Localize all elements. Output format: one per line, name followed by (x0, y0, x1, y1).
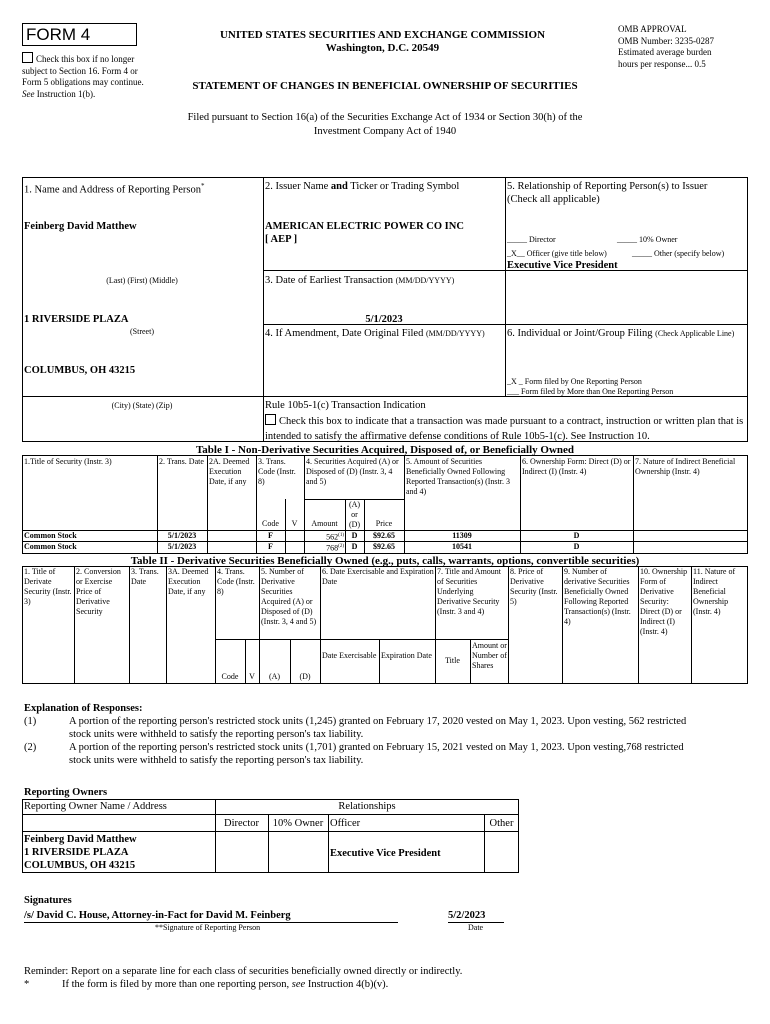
t2-h6: 6. Date Exercisable and Expiration Date (322, 567, 434, 586)
t1-h2a: 2A. Deemed Execution Date, if any (209, 457, 250, 486)
row1-owned: 11309 (452, 531, 472, 540)
t2-h11: 11. Nature of Indirect Beneficial Ownership (Instr. 4) (693, 567, 736, 616)
divider (691, 566, 692, 684)
label-relationship: 5. Relationship of Reporting Person(s) to Issuer (Check all applicable) (507, 181, 708, 205)
row2-ad: D (351, 542, 358, 551)
divider (470, 639, 471, 684)
t2-sub-code: Code (221, 672, 239, 681)
divider (508, 566, 509, 684)
divider (263, 177, 264, 442)
divider (505, 177, 506, 396)
row2-date: 5/1/2023 (167, 542, 197, 551)
explanation-1-line1: A portion of the reporting person's restricted stock units (1,245) granted on February 17, 2020 vested on May 1, 2023. Upon vesting, 562 restricted (69, 716, 687, 727)
no-longer-subject-checkbox[interactable] (22, 52, 33, 63)
owners-title: Reporting Owners (24, 787, 108, 798)
t1-sub-code: Code (262, 519, 279, 528)
t2-h5: 5. Number of Derivative Securities Acquired (A) or Disposed of (D) (Instr. 3, 4 and 5) (261, 567, 317, 626)
owners-col-name: Reporting Owner Name / Address (24, 801, 167, 812)
table2-title: Table II - Derivative Securities Beneficially Owned (e.g., puts, calls, warrants, options, convertible securities) (130, 555, 640, 567)
more-person-option[interactable]: ___ Form filed by More than One Reporting Person (507, 387, 674, 396)
one-person-option[interactable]: _X _ Form filed by One Reporting Person (507, 377, 642, 386)
t2-h1: 1. Title of Derivate Security (Instr. 3) (24, 567, 72, 606)
owner-officer-value: Executive Vice President (330, 848, 441, 859)
omb-number: OMB Number: 3235-0287 (618, 35, 714, 46)
omb-block (618, 24, 768, 70)
t2-sub-exp: Expiration Date (381, 651, 432, 660)
divider (166, 566, 167, 684)
reminder-text: Reminder: Report on a separate line for each class of securities beneficially owned directly or indirectly. (24, 966, 463, 977)
reporting-name: Feinberg David Matthew (24, 221, 137, 232)
divider (129, 566, 130, 684)
label-amendment: 4. If Amendment, Date Original Filed (MM/DD/YYYY) (265, 328, 485, 339)
label-group-filing: 6. Individual or Joint/Group Filing (Check Applicable Line) (507, 328, 735, 339)
other-option[interactable]: _____ Other (specify below) (632, 249, 725, 258)
row2-form: D (573, 542, 580, 551)
omb-burden-1: Estimated average burden (618, 47, 712, 57)
owner-name-line2: 1 RIVERSIDE PLAZA (24, 847, 129, 858)
t1-h3: 3. Trans. Code (Instr. 8) (258, 457, 296, 486)
earliest-date: 5/1/2023 (365, 314, 403, 325)
t1-h2: 2. Trans. Date (159, 457, 204, 466)
label-earliest-date: 3. Date of Earliest Transaction (MM/DD/YYYY) (265, 275, 455, 286)
row1-code: F (268, 531, 273, 540)
officer-title: Executive Vice President (507, 260, 618, 271)
rule-text-block: Check this box to indicate that a transaction was made pursuant to a contract, instruction or written plan that is intended to satisfy the affirmative defense conditions of Rule 10b5-1(c). See Instruction 10. (265, 416, 744, 442)
t2-h3a: 3A. Deemed Execution Date, if any (168, 567, 209, 596)
filed-pursuant-2: Investment Company Act of 1940 (313, 126, 457, 137)
t1-h5: 5. Amount of Securities Beneficially Owned Following Reported Transaction(s) (Instr. 3 and 4) (406, 457, 510, 496)
divider (320, 566, 321, 684)
t2-h9: 9. Number of derivative Securities Beneficially Owned Following Reported Transaction(s) (Instr. 4) (564, 567, 631, 626)
t1-sub-price: Price (375, 519, 393, 528)
divider (259, 566, 260, 684)
row1-price: $92.65 (373, 531, 395, 540)
rule-title: Rule 10b5-1(c) Transaction Indication (265, 400, 426, 411)
ten-percent-option[interactable]: _____ 10% Owner (617, 235, 678, 244)
reporting-street: 1 RIVERSIDE PLAZA (24, 314, 129, 325)
owner-name-line3: COLUMBUS, OH 43215 (24, 860, 136, 871)
t1-h1: 1.Title of Security (Instr. 3) (24, 457, 112, 466)
row1-date: 5/1/2023 (167, 531, 197, 540)
t1-sub-amount: Amount (311, 519, 338, 528)
divider (74, 566, 75, 684)
t2-h8: 8. Price of Derivative Security (Instr. 5) (510, 567, 558, 606)
no-longer-subject-checkbox-text: Check this box if no longer subject to Section 16. Form 4 or Form 5 obligations may continue. See Instruction 1(b). (22, 54, 144, 99)
row1-ad: D (351, 531, 358, 540)
owners-col-officer: Officer (330, 818, 361, 829)
t2-h7: 7. Title and Amount of Securities Underlying Derivative Security (Instr. 3 and 4) (437, 567, 502, 616)
divider (562, 566, 563, 684)
t2-sub-a: (A) (268, 672, 281, 681)
owners-col-ten: 10% Owner (272, 818, 324, 829)
t2-sub-amount: Amount or Number of Shares (472, 641, 507, 670)
reporting-city: COLUMBUS, OH 43215 (24, 365, 136, 376)
form-title: FORM 4 (26, 25, 91, 44)
t2-h10: 10. Ownership Form of Derivative Security: Direct (D) or Indirect (I) (Instr. 4) (640, 567, 688, 636)
divider (215, 566, 216, 684)
row1-title: Common Stock (24, 531, 77, 540)
divider (638, 566, 639, 684)
explanation-2-line1: A portion of the reporting person's restricted stock units (1,701) granted on February 15, 2021 vested on May 1, 2023. Upon vesting,768 restricted (69, 742, 684, 753)
owners-col-rel: Relationships (338, 801, 396, 812)
explanation-1-line2: stock units were withheld to satisfy the reporting person's tax liability. (69, 729, 364, 740)
label-issuer: 2. Issuer Name and Ticker or Trading Symbol (265, 181, 460, 192)
t2-sub-v: V (249, 672, 255, 681)
t1-h6: 6. Ownership Form: Direct (D) or Indirect (I) (Instr. 4) (522, 457, 631, 476)
row2-title: Common Stock (24, 542, 77, 551)
owners-col-director: Director (224, 818, 259, 829)
issuer-ticker: [ AEP ] (265, 234, 298, 245)
t1-sub-v: V (291, 519, 298, 528)
divider (379, 639, 380, 684)
row2-amount: 768$^{(2)}$ (326, 543, 344, 553)
row2-price: $92.65 (373, 542, 395, 551)
owner-name-line1: Feinberg David Matthew (24, 834, 137, 845)
last-first-middle-label: (Last) (First) (Middle) (106, 276, 178, 285)
city-state-zip-label: (City) (State) (Zip) (111, 401, 173, 410)
agency-line-2: Washington, D.C. 20549 (325, 42, 440, 54)
street-label: (Street) (130, 327, 154, 336)
t2-h3: 3. Trans. Date (131, 567, 159, 586)
omb-approval: OMB APPROVAL (618, 24, 687, 34)
divider (22, 831, 519, 832)
explanation-2-line2: stock units were withheld to satisfy the reporting person's tax liability. (69, 755, 364, 766)
divider (328, 814, 329, 873)
omb-burden-2: hours per response... 0.5 (618, 58, 706, 69)
officer-option[interactable]: _X__ Officer (give title below) (507, 249, 607, 258)
row1-amount: 562$^{(1)}$ (326, 532, 344, 542)
signature-text: /s/ David C. House, Attorney-in-Fact for David M. Feinberg (24, 910, 291, 921)
divider (22, 814, 519, 815)
t2-sub-date-ex: Date Exercisable (322, 651, 377, 660)
explanation-title: Explanation of Responses: (24, 703, 143, 714)
divider (435, 566, 436, 684)
agency-line-1: UNITED STATES SECURITIES AND EXCHANGE COMMISSION (219, 29, 546, 41)
divider (633, 455, 634, 554)
t1-h7: 7. Nature of Indirect Beneficial Ownership (Instr. 4) (635, 457, 736, 476)
signature-date: 5/2/2023 (448, 910, 486, 921)
t2-sub-d: (D) (299, 672, 311, 681)
row2-owned: 10541 (452, 542, 472, 551)
t1-h4: 4. Securities Acquired (A) or Disposed of (D) (Instr. 3, 4 and 5) (306, 457, 399, 486)
explanation-num-2: (2) (24, 742, 37, 753)
row2-code: F (268, 542, 273, 551)
signatures-title: Signatures (24, 895, 72, 906)
divider (215, 639, 508, 640)
row1-form: D (573, 531, 580, 540)
footnote-text: If the form is filed by more than one reporting person, see Instruction 4(b)(v). (62, 979, 389, 990)
t1-sub-aord: (A) or (D) (348, 500, 361, 529)
owners-col-other: Other (489, 818, 514, 829)
director-option[interactable]: _____ Director (507, 235, 556, 244)
explanation-num-1: (1) (24, 716, 37, 727)
divider (207, 455, 208, 554)
t2-sub-title: Title (445, 656, 460, 665)
issuer-name: AMERICAN ELECTRIC POWER CO INC (265, 221, 464, 232)
signature-label: **Signature of Reporting Person (155, 923, 261, 932)
rule-10b5-checkbox[interactable] (265, 414, 276, 425)
statement-title: STATEMENT OF CHANGES IN BENEFICIAL OWNERSHIP OF SECURITIES (192, 80, 578, 92)
date-label: Date (468, 923, 484, 932)
filed-pursuant-1: Filed pursuant to Section 16(a) of the Securities Exchange Act of 1934 or Section 30(h) of the (187, 112, 583, 123)
t2-h4: 4. Trans. Code (Instr. 8) (217, 567, 255, 596)
t2-h2: 2. Conversion or Exercise Price of Derivative Security (76, 567, 121, 616)
table1-title: Table I - Non-Derivative Securities Acquired, Disposed of, or Beneficially Owned (195, 444, 575, 456)
label-reporting-person: 1. Name and Address of Reporting Person* (24, 182, 205, 196)
footnote-star: * (24, 979, 30, 990)
